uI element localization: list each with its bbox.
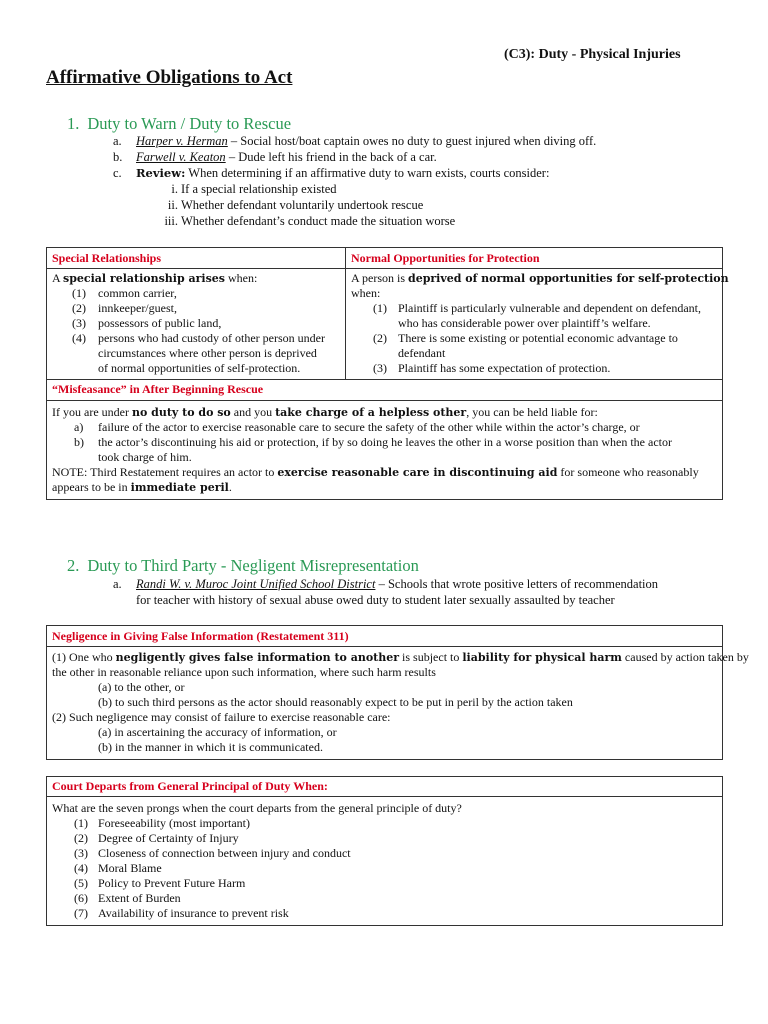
prong-item: Policy to Prevent Future Harm bbox=[98, 876, 246, 890]
row-divider bbox=[47, 379, 722, 380]
sub-item: Whether defendant voluntarily undertook rescue bbox=[181, 198, 424, 212]
list-marker: (5) bbox=[74, 876, 88, 890]
case-name: Farwell v. Keaton bbox=[136, 150, 226, 164]
list-item: Plaintiff is particularly vulnerable and dependent on defendant, bbox=[398, 301, 702, 315]
sub-marker: ii. bbox=[167, 198, 178, 212]
list-marker: (1) bbox=[74, 816, 88, 830]
list-item-cont: circumstances where other person is deprived bbox=[98, 346, 317, 360]
course-tag: (C3): Duty - Physical Injuries bbox=[504, 47, 681, 62]
list-item: common carrier, bbox=[98, 286, 177, 300]
list-item-text: Farwell v. Keaton – Dude left his friend in the back of a car. bbox=[136, 150, 437, 164]
sub-item: (b) in the manner in which it is communicated. bbox=[98, 740, 323, 754]
list-item: the actor’s discontinuing his aid or protection, if by so doing he leaves the other in a worse position than when the actor bbox=[98, 435, 672, 449]
false-information-table bbox=[46, 625, 749, 760]
prong-item: Foreseeability (most important) bbox=[98, 816, 250, 830]
duty-prongs-table bbox=[46, 776, 723, 926]
section-title: Duty to Third Party - Negligent Misrepresentation bbox=[87, 556, 419, 575]
list-marker: (1) bbox=[72, 286, 86, 300]
list-marker: (3) bbox=[74, 846, 88, 860]
list-marker: (3) bbox=[373, 361, 387, 375]
section-number: 1. bbox=[67, 114, 80, 133]
list-marker: b. bbox=[113, 150, 123, 164]
list-item bbox=[113, 134, 122, 149]
sub-item: Whether defendant’s conduct made the situation worse bbox=[181, 214, 456, 228]
list-item: There is some existing or potential economic advantage to bbox=[398, 331, 678, 345]
list-marker: b) bbox=[74, 435, 84, 449]
table-header-duty-prongs: Court Departs from General Principal of Duty When: bbox=[52, 779, 328, 793]
list-marker: (1) bbox=[373, 301, 387, 315]
section-2-heading bbox=[67, 556, 419, 576]
prong-item: Closeness of connection between injury and conduct bbox=[98, 846, 351, 860]
list-item-text: Randi W. v. Muroc Joint Unified School District – Schools that wrote positive letters of recommendation bbox=[136, 577, 659, 591]
page-title: Affirmative Obligations to Act bbox=[46, 67, 293, 88]
right-intro: A person is deprived of normal opportunities for self-protection bbox=[351, 271, 729, 285]
list-item-cont: of normal opportunities of self-protection. bbox=[98, 361, 301, 375]
list-marker: (6) bbox=[74, 891, 88, 905]
list-item bbox=[113, 166, 122, 181]
case-name: Harper v. Herman bbox=[136, 134, 228, 148]
list-marker: (2) bbox=[74, 831, 88, 845]
list-marker: (4) bbox=[72, 331, 86, 345]
case-name: Randi W. v. Muroc Joint Unified School District bbox=[136, 577, 376, 591]
misfeasance-intro: If you are under no duty to do so and you take charge of a helpless other, you can be held liable for: bbox=[52, 405, 598, 419]
sub-item: (b) to such third persons as the actor should reasonably expect to be put in peril by the action taken bbox=[98, 695, 573, 709]
sub-item: If a special relationship existed bbox=[181, 182, 337, 196]
list-marker: (4) bbox=[74, 861, 88, 875]
table-header-special-relationships: Special Relationships bbox=[52, 251, 162, 265]
row-divider bbox=[47, 400, 722, 401]
paragraph-1: (1) One who negligently gives false information to another is subject to liability for physical harm caused by action taken by bbox=[52, 650, 749, 664]
list-marker: a. bbox=[113, 577, 122, 591]
list-item-cont: who has considerable power over plaintiff’s welfare. bbox=[398, 316, 651, 330]
right-intro-cont: when: bbox=[351, 286, 381, 300]
list-item-cont: for teacher with history of sexual abuse owed duty to student later sexually assaulted by teacher bbox=[136, 593, 615, 607]
list-item bbox=[113, 150, 122, 165]
note-line: NOTE: Third Restatement requires an actor to exercise reasonable care in discontinuing aid for someone who reasonably bbox=[52, 465, 699, 479]
list-item: possessors of public land, bbox=[98, 316, 222, 330]
section-number: 2. bbox=[67, 556, 80, 575]
list-marker: a) bbox=[74, 420, 84, 434]
list-item-text: Review: When determining if an affirmative duty to warn exists, courts consider: bbox=[136, 166, 550, 180]
prong-item: Degree of Certainty of Injury bbox=[98, 831, 239, 845]
special-relationships-table bbox=[46, 247, 729, 500]
table-header-false-information: Negligence in Giving False Information (Restatement 311) bbox=[52, 629, 349, 643]
paragraph-2: (2) Such negligence may consist of failure to exercise reasonable care: bbox=[52, 710, 391, 724]
prong-item: Moral Blame bbox=[98, 861, 162, 875]
list-marker: (7) bbox=[74, 906, 88, 920]
list-item: failure of the actor to exercise reasonable care to secure the safety of the other while within the actor’s charge, or bbox=[98, 420, 640, 434]
list-item: innkeeper/guest, bbox=[98, 301, 177, 315]
list-marker: c. bbox=[113, 166, 122, 180]
list-item-text: Harper v. Herman – Social host/boat captain owes no duty to guest injured when diving off. bbox=[136, 134, 597, 148]
prong-item: Extent of Burden bbox=[98, 891, 181, 905]
list-item-cont: took charge of him. bbox=[98, 450, 192, 464]
paragraph-1-cont: the other in reasonable reliance upon such information, where such harm results bbox=[52, 665, 436, 679]
list-marker: (2) bbox=[72, 301, 86, 315]
row-divider bbox=[47, 796, 722, 797]
list-item: persons who had custody of other person under bbox=[98, 331, 325, 345]
prongs-question: What are the seven prongs when the court departs from the general principle of duty? bbox=[52, 801, 462, 815]
sub-item: (a) to the other, or bbox=[98, 680, 185, 694]
list-item: Plaintiff has some expectation of protection. bbox=[398, 361, 611, 375]
list-item-cont: defendant bbox=[398, 346, 446, 360]
row-divider bbox=[47, 268, 722, 269]
prong-item: Availability of insurance to prevent risk bbox=[98, 906, 289, 920]
sub-marker: i. bbox=[171, 182, 178, 196]
review-label: Review: bbox=[136, 166, 186, 180]
sub-marker: iii. bbox=[164, 214, 178, 228]
list-marker: (2) bbox=[373, 331, 387, 345]
misfeasance-header: “Misfeasance” in After Beginning Rescue bbox=[52, 382, 264, 396]
section-1-heading bbox=[67, 114, 291, 134]
table-header-normal-opportunities: Normal Opportunities for Protection bbox=[351, 251, 540, 265]
row-divider bbox=[47, 646, 722, 647]
list-marker: (3) bbox=[72, 316, 86, 330]
section-title: Duty to Warn / Duty to Rescue bbox=[87, 114, 292, 133]
note-line-cont: appears to be in immediate peril. bbox=[52, 480, 232, 494]
sub-item: (a) in ascertaining the accuracy of information, or bbox=[98, 725, 337, 739]
left-intro: A special relationship arises when: bbox=[52, 271, 258, 285]
list-marker: a. bbox=[113, 134, 122, 148]
